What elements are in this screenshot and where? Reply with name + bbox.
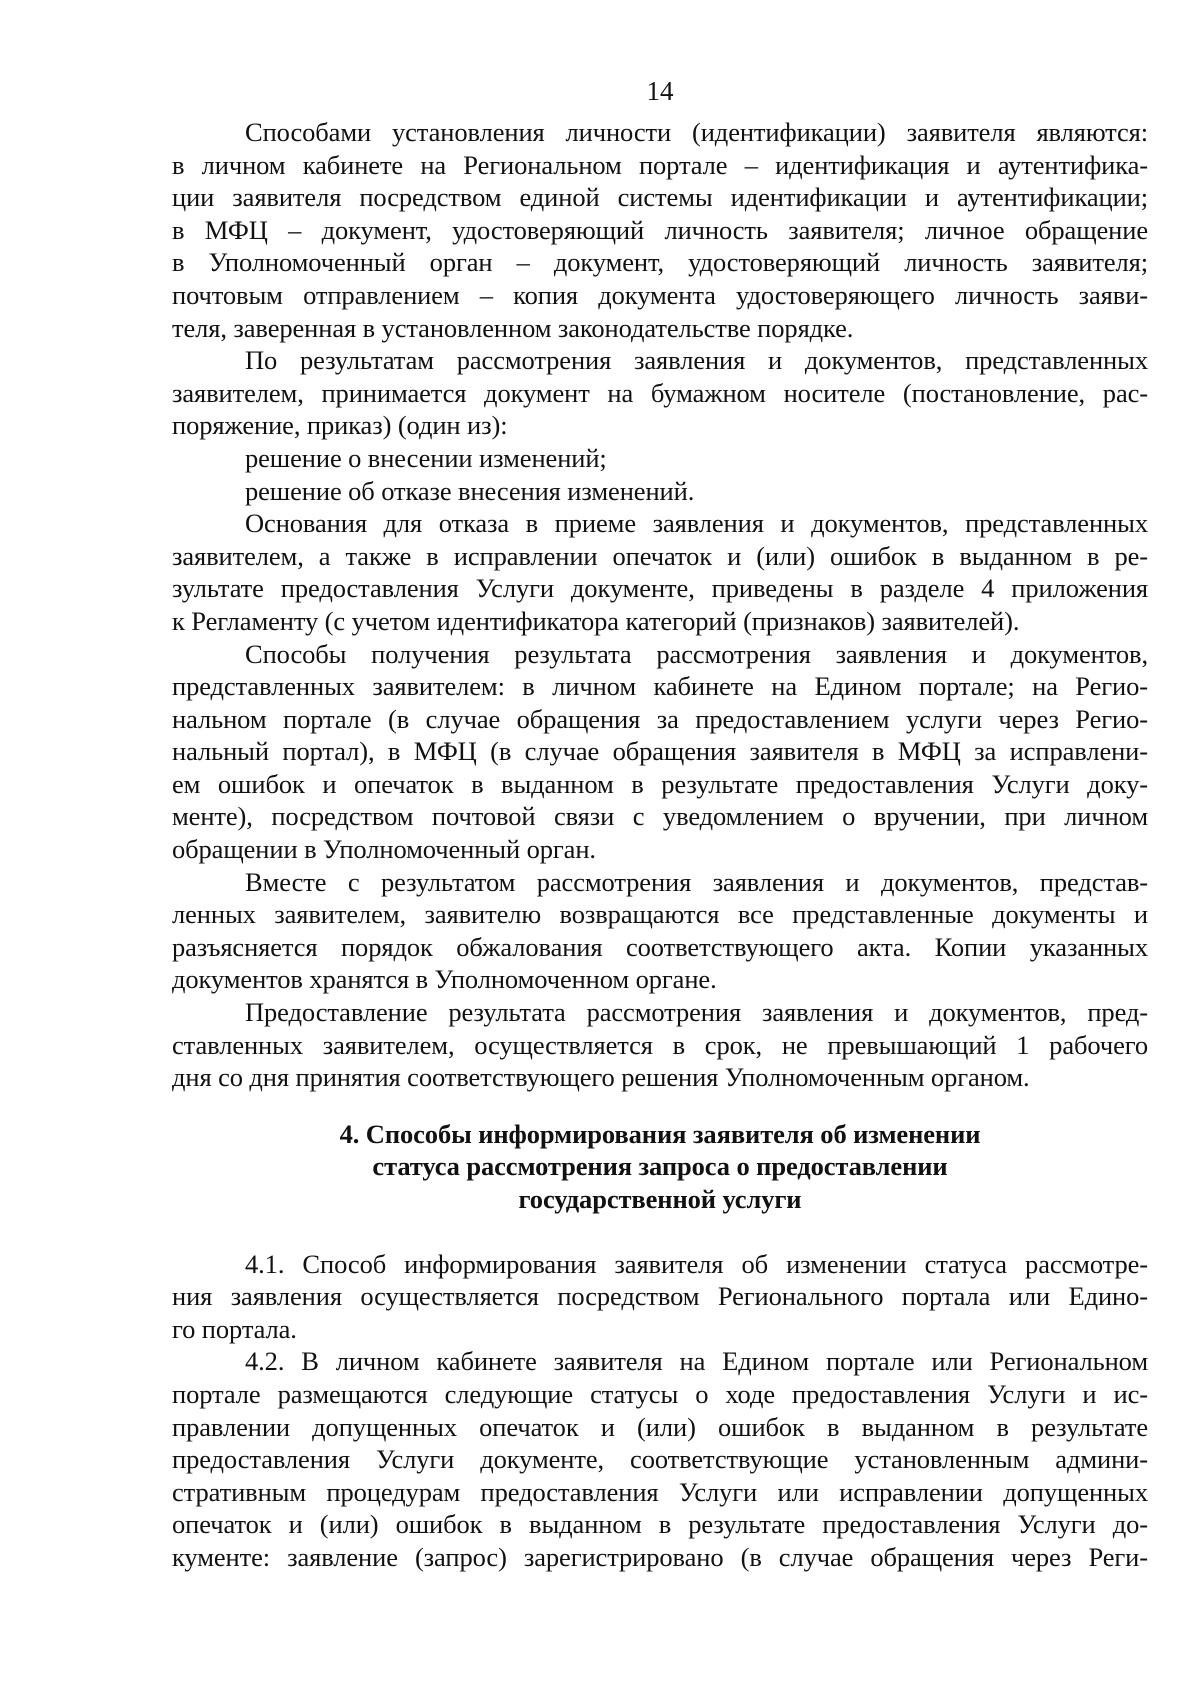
spacer (172, 1094, 1148, 1118)
page-number: 14 (646, 76, 674, 106)
paragraph (172, 344, 1148, 442)
text-line: 4.2. В личном кабинете заявителя на Едином портале или Региональном (245, 1346, 1148, 1377)
text-line: Способы получения результата рассмотрения заявления и документов, (245, 638, 1148, 669)
text-line: заявителем, а также в исправлении опечаток и (или) ошибок в выданном в ре- (172, 540, 1148, 571)
text-line: стративным процедурам предоставления Услуги или исправлении допущенных (172, 1476, 1148, 1507)
text-line: дня со дня принятия соответствующего решения Уполномоченным органом. (172, 1062, 1030, 1093)
text-line: нальном портале (в случае обращения за предоставлением услуги через Регио- (172, 703, 1148, 734)
paragraph (172, 996, 1148, 1094)
text-line: почтовым отправлением – копия документа удостоверяющего личность заяви- (172, 279, 1148, 310)
spacer (172, 1216, 1148, 1248)
text-line: ния заявления осуществляется посредством Регионального портала или Едино- (172, 1281, 1148, 1312)
text-line: ставленных заявителем, осуществляется в срок, не превышающий 1 рабочего (172, 1029, 1148, 1060)
text-line: решение о внесении изменений; (245, 442, 607, 473)
text-line: решение об отказе внесения изменений. (245, 475, 695, 506)
text-line: Основания для отказа в приеме заявления и документов, представленных (245, 508, 1148, 539)
text-line: теля, заверенная в установленном законодательстве порядке. (172, 312, 854, 343)
text-line: 4.1. Способ информирования заявителя об изменении статуса рассмотре- (245, 1248, 1148, 1279)
paragraph (172, 1248, 1148, 1346)
text-line: обращении в Уполномоченный орган. (172, 834, 596, 865)
document-body (172, 116, 1148, 1574)
text-line: представленных заявителем: в личном кабинете на Едином портале; на Регио- (172, 671, 1148, 702)
text-line: поряжение, приказ) (один из): (172, 410, 508, 441)
text-line: нальный портал), в МФЦ (в случае обращения заявителя в МФЦ за исправлени- (172, 736, 1148, 767)
text-line: в Уполномоченный орган – документ, удостоверяющий личность заявителя; (172, 247, 1148, 278)
heading-line: 4. Способы информирования заявителя об изменении (339, 1118, 981, 1149)
text-line: документов хранятся в Уполномоченном органе. (172, 964, 717, 995)
section-heading (172, 1118, 1148, 1216)
paragraph (172, 1345, 1148, 1573)
text-line: предоставления Услуги документе, соответствующие установленным админи- (172, 1444, 1148, 1475)
text-line: ленных заявителем, заявителю возвращаются все представленные документы и (172, 899, 1148, 930)
text-line: Вместе с результатом рассмотрения заявления и документов, представ- (245, 866, 1148, 897)
text-line: Способами установления личности (идентификации) заявителя являются: (245, 117, 1148, 147)
text-line: кументе: заявление (запрос) зарегистрировано (в случае обращения через Реги- (172, 1541, 1148, 1572)
text-line: го портала. (172, 1313, 297, 1344)
text-line: в МФЦ – документ, удостоверяющий личность заявителя; личное обращение (172, 214, 1148, 245)
text-line: Предоставление результата рассмотрения заявления и документов, пред- (245, 997, 1148, 1028)
text-line: портале размещаются следующие статусы о ходе предоставления Услуги и ис- (172, 1378, 1148, 1409)
paragraph (172, 866, 1148, 996)
text-line: По результатам рассмотрения заявления и документов, представленных (245, 345, 1148, 376)
text-line: правлении допущенных опечаток и (или) ошибок в выданном в результате (172, 1411, 1148, 1442)
text-line: ции заявителя посредством единой системы идентификации и аутентификации; (172, 182, 1148, 213)
text-line: опечаток и (или) ошибок в выданном в результате предоставления Услуги до- (172, 1509, 1148, 1540)
paragraph (172, 116, 1148, 344)
text-line: к Регламенту (с учетом идентификатора категорий (признаков) заявителей). (172, 605, 1020, 636)
paragraph (172, 507, 1148, 637)
text-line: заявителем, принимается документ на бумажном носителе (постановление, рас- (172, 377, 1148, 408)
text-line: ем ошибок и опечаток в выданном в результате предоставления Услуги доку- (172, 768, 1148, 799)
paragraph (172, 442, 1148, 475)
text-line: менте), посредством почтовой связи с уведомлением о вручении, при личном (172, 801, 1148, 832)
paragraph (172, 475, 1148, 508)
heading-line: статуса рассмотрения запроса о предоставлении (372, 1151, 948, 1182)
paragraph (172, 638, 1148, 866)
text-line: разъясняется порядок обжалования соответствующего акта. Копии указанных (172, 931, 1148, 962)
heading-line: государственной услуги (518, 1184, 802, 1214)
text-line: в личном кабинете на Региональном портале – идентификация и аутентифика- (172, 149, 1148, 180)
text-line: зультате предоставления Услуги документе, приведены в разделе 4 приложения (172, 573, 1148, 604)
